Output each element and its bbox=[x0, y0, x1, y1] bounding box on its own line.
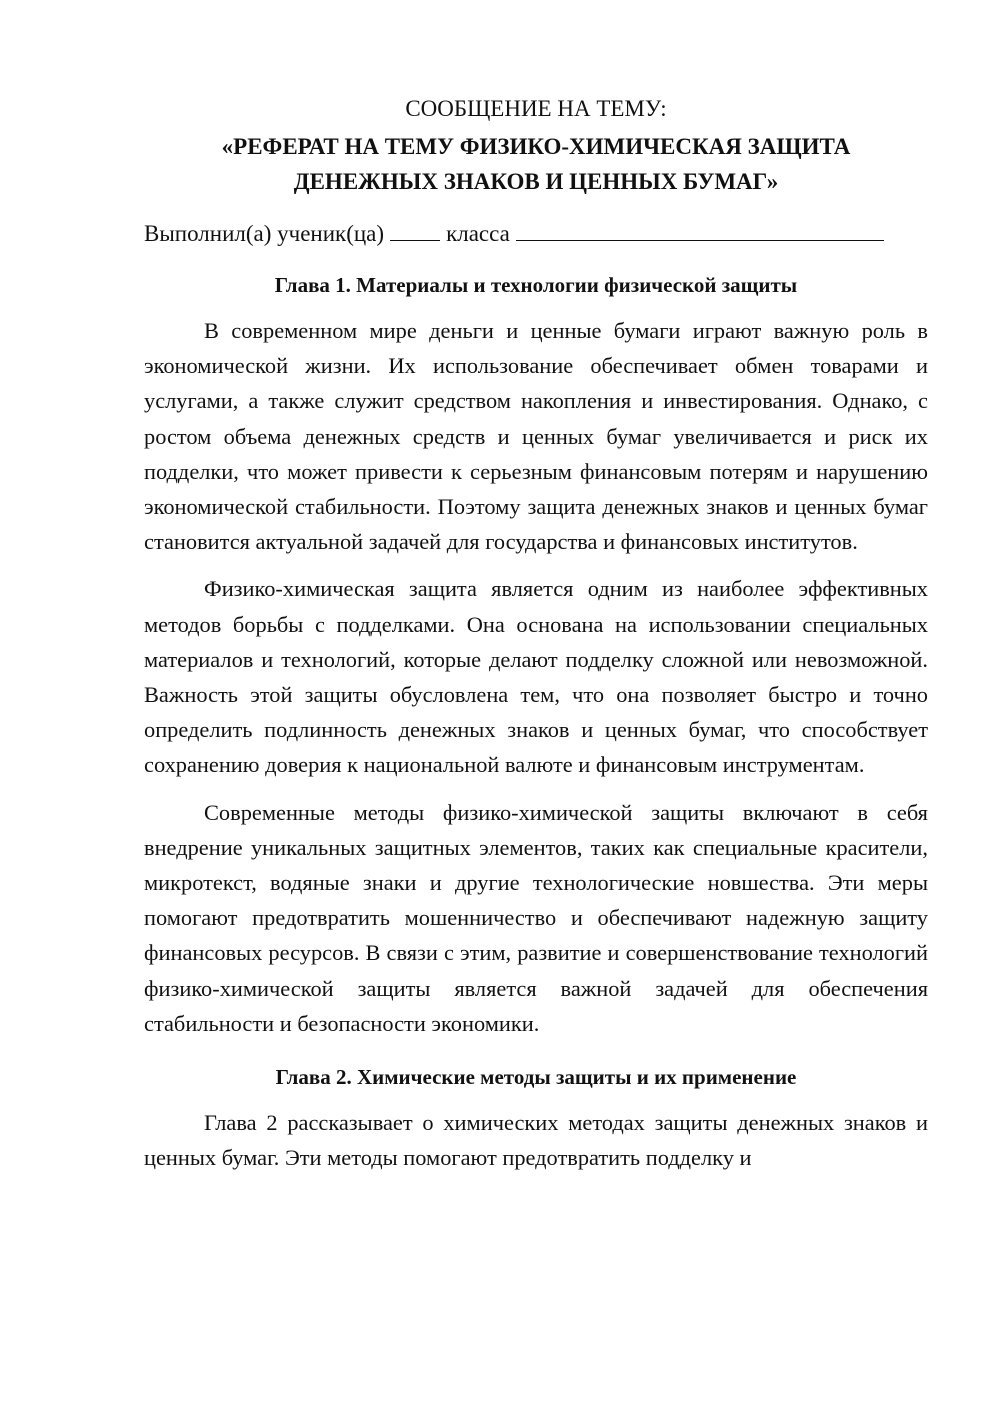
class-blank bbox=[390, 218, 440, 241]
chapter-1-paragraph-2: Физико-химическая защита является одним из наиболее эффективных методов борьбы с подделками. Она основана на использовании специальных материалов и технологий, которые делают подделку сложной или невозможной. Важность этой защиты обусловлена тем, что она позволяет быстро и точно определить подлинность денежных знаков и ценных бумаг, что способствует сохранению доверия к национальной валюте и финансовым инструментам. bbox=[144, 576, 928, 778]
chapter-1-paragraph-1: В современном мире деньги и ценные бумаги играют важную роль в экономической жизни. Их использование обеспечивает обмен товарами и услугами, а также служит средством накопления и инвестирования. Однако, с ростом объема денежных средств и ценных бумаг увеличивается и риск их подделки, что может привести к серьезным финансовым потерям и нарушению экономической стабильности. Поэтому защита денежных знаков и ценных бумаг становится актуальной задачей для государства и финансовых институтов. bbox=[144, 318, 928, 555]
chapter-1-paragraph-3: Современные методы физико-химической защиты включают в себя внедрение уникальных защитных элементов, таких как специальные красители, микротекст, водяные знаки и другие технологические новшества. Эти меры помогают предотвратить мошенничество и обеспечивают надежную защиту финансовых ресурсов. В связи с этим, развитие и совершенствование технологий физико-химической защиты является важной задачей для обеспечения стабильности и безопасности экономики. bbox=[144, 799, 928, 1036]
document-header: СООБЩЕНИЕ НА ТЕМУ: bbox=[405, 96, 667, 121]
name-blank bbox=[516, 218, 884, 241]
document-content bbox=[144, 92, 928, 1187]
document-title-line-1: «РЕФЕРАТ НА ТЕМУ ФИЗИКО-ХИМИЧЕСКАЯ ЗАЩИТА bbox=[221, 134, 851, 159]
chapter-2-heading: Глава 2. Химические методы защиты и их применение bbox=[275, 1065, 797, 1090]
class-label: класса bbox=[446, 221, 510, 246]
author-label: Выполнил(а) ученик(ца) bbox=[144, 221, 385, 246]
signature-line bbox=[144, 217, 928, 251]
document-title-line-2: ДЕНЕЖНЫХ ЗНАКОВ И ЦЕННЫХ БУМАГ» bbox=[293, 169, 779, 194]
chapter-1-heading: Глава 1. Материалы и технологии физической защиты bbox=[274, 273, 798, 297]
chapter-2-paragraph-1: Глава 2 рассказывает о химических методах защиты денежных знаков и ценных бумаг. Эти методы помогают предотвратить подделку и bbox=[144, 1110, 928, 1171]
